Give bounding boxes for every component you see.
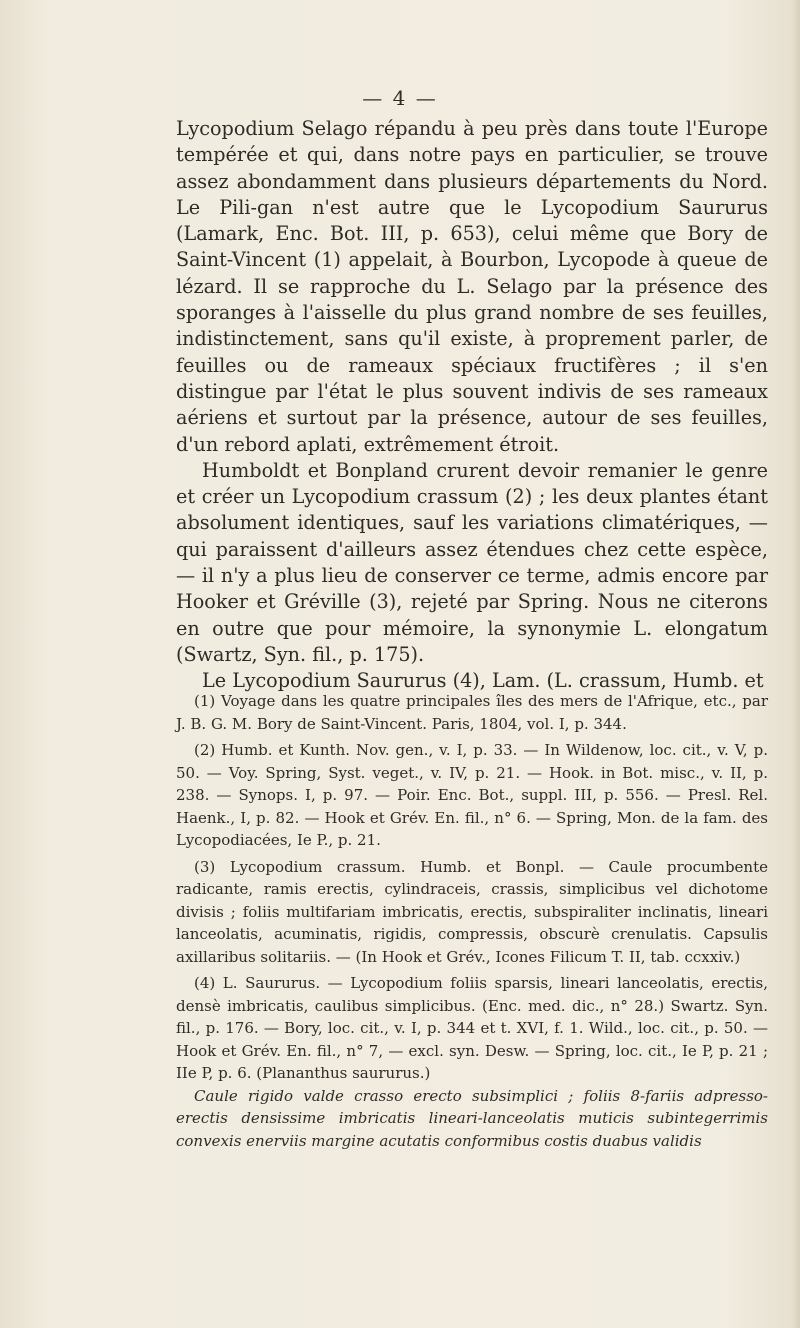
paragraph: Le Lycopodium Saururus (4), Lam. (L. crassum, Humb. et [202,669,764,693]
footnote-1: (1) Voyage dans les quatre principales îles des mers de l'Afrique, etc., par J. B. G. M. Bory de Saint-Vincent. Paris, 1804, vol. I, p. 344. [176,692,768,733]
footnotes [176,690,768,1156]
page-number: — 4 — [362,86,438,110]
body-text [176,116,768,695]
paragraph: Lycopodium Selago répandu à peu près dans toute l'Europe tempérée et qui, dans notre pays en particulier, se trouve assez abondamment dans plusieurs départements du Nord. Le Pili-gan n'est autre que le Lycopodium Saururus (Lamark, Enc. Bot. III, p. 653), celui même que Bory de Saint-Vincent (1) appelait, à Bourbon, Lycopode à queue de lézard. Il se rapproche du L. Selago par la présence des sporanges à l'aisselle du plus grand nombre de ses feuilles, indistinctement, sans qu'il existe, à proprement parler, de feuilles ou de rameaux spéciaux fructifères ; il s'en distingue par l'état le plus souvent indivis de ses rameaux aériens et surtout par la présence, autour de ses feuilles, d'un rebord aplati, extrêmement étroit. [176,117,768,456]
footnote-4: (4) L. Saururus. — Lycopodium foliis sparsis, lineari lanceolatis, erectis, densè imbricatis, caulibus simplicibus. (Enc. med. dic., n° 28.) Swartz. Syn. fil., p. 176. — Bory, loc. cit., v. I, p. 344 et t. XVI, f. 1. Wild., loc. cit., p. 50. — Hook et Grév. En. fil., n° 7, — excl. syn. Desw. — Spring, loc. cit., Ie P, p. 21 ; IIe P, p. 6. (Plananthus saururus.) [176,974,768,1082]
footnote-4-description: Caule rigido valde crasso erecto subsimplici ; foliis 8-fariis adpresso-erectis densissime imbricatis lineari-lanceolatis muticis subintegerrimis convexis enerviis margine acutatis conformibus costis duabus validis [176,1086,768,1150]
footnote-2: (2) Humb. et Kunth. Nov. gen., v. I, p. 33. — In Wildenow, loc. cit., v. V, p. 50. — Voy. Spring, Syst. veget., v. IV, p. 21. — Hook. in Bot. misc., v. II, p. 238. — Synops. I, p. 97. — Poir. Enc. Bot., suppl. III, p. 556. — Presl. Rel. Haenk., I, p. 82. — Hook et Grév. En. fil., n° 6. — Spring, Mon. de la fam. des Lycopodiacées, Ie P., p. 21. [176,741,768,849]
footnote-3: (3) Lycopodium crassum. Humb. et Bonpl. — Caule procumbente radicante, ramis erectis, cylindraceis, crassis, simplicibus vel dichotome divisis ; foliis multifariam imbricatis, erectis, subspiraliter inclinatis, lineari lanceolatis, acuminatis, rigidis, compressis, obscurè crenulatis. Capsulis axillaribus solitariis. — (In Hook et Grév., Icones Filicum T. II, tab. ccxxiv.) [176,857,768,966]
paragraph: Humboldt et Bonpland crurent devoir remanier le genre et créer un Lycopodium crassum (2) ; les deux plantes étant absolument identiques, sauf les variations climatériques, — qui paraissent d'ailleurs assez étendues chez cette espèce, — il n'y a plus lieu de conserver ce terme, admis encore par Hooker et Gréville (3), rejeté par Spring. Nous ne citerons en outre que pour mémoire, la synonymie L. elongatum (Swartz, Syn. fil., p. 175). [176,458,768,666]
page-edge [790,0,800,1328]
